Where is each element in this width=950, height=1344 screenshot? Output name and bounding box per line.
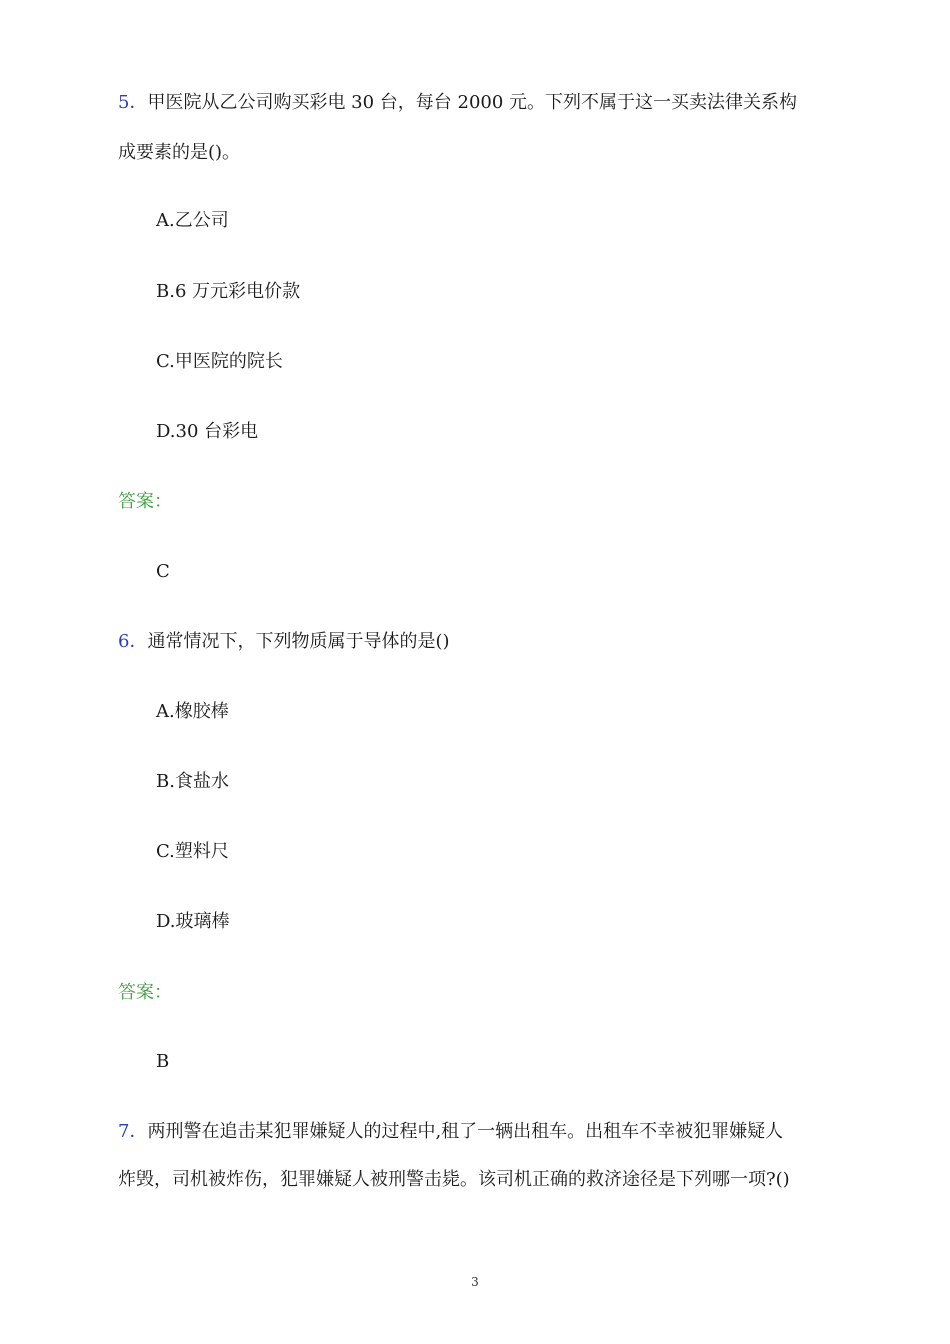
option-c: C.甲医院的院长 — [156, 351, 283, 372]
option-a: A.橡胶棒 — [156, 701, 229, 722]
question-text: 甲医院从乙公司购买彩电 30 台，每台 2000 元。下列不属于这一买卖法律关系构 — [147, 92, 798, 113]
question-7-stem-line1 — [118, 1120, 783, 1144]
answer-label: 答案： — [118, 491, 172, 512]
question-text: 通常情况下，下列物质属于导体的是() — [147, 631, 450, 652]
question-7-stem-line2: 炸毁，司机被炸伤，犯罪嫌疑人被刑警击毙。该司机正确的救济途径是下列哪一项?() — [118, 1169, 790, 1190]
answer-value: C — [156, 561, 170, 582]
question-number: 7． — [118, 1121, 148, 1142]
question-text: 两刑警在追击某犯罪嫌疑人的过程中,租了一辆出租车。出租车不幸被犯罪嫌疑人 — [147, 1121, 784, 1142]
question-6-stem-line1 — [118, 630, 450, 654]
answer-label: 答案： — [118, 982, 172, 1003]
question-number: 6． — [118, 631, 148, 652]
page-number: 3 — [471, 1275, 479, 1289]
option-c: C.塑料尺 — [156, 841, 229, 862]
option-d: D.30 台彩电 — [156, 421, 259, 442]
option-d: D.玻璃棒 — [156, 911, 230, 932]
question-5-stem-line1 — [118, 91, 797, 115]
answer-value: B — [156, 1051, 170, 1072]
option-b: B.6 万元彩电价款 — [156, 281, 301, 302]
option-b: B.食盐水 — [156, 771, 229, 792]
question-number: 5． — [118, 92, 148, 113]
option-a: A.乙公司 — [156, 210, 229, 231]
question-5-stem-line2: 成要素的是()。 — [118, 142, 241, 163]
